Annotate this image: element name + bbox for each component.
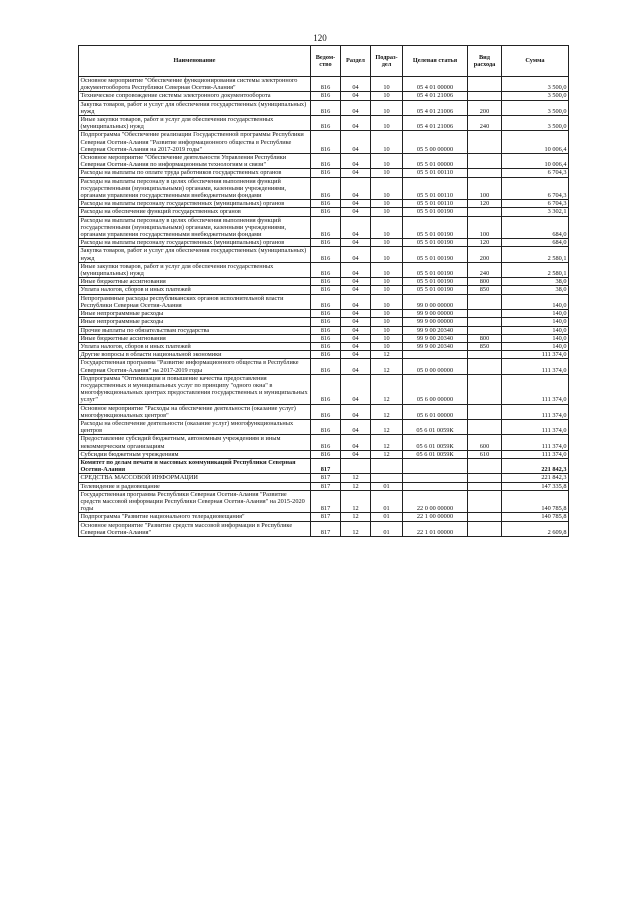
row-razdel: 04 [341, 318, 371, 326]
page-number: 120 [313, 33, 327, 43]
row-csr [403, 458, 468, 473]
table-row [79, 482, 569, 490]
row-csr: 99 9 00 20340 [403, 334, 468, 342]
row-vr [468, 359, 502, 374]
row-sum: 3 302,1 [502, 208, 569, 216]
row-sum: 3 500,0 [502, 116, 569, 131]
row-podrazdel: 01 [371, 482, 403, 490]
row-csr [403, 474, 468, 482]
row-csr: 05 5 00 00000 [403, 131, 468, 154]
row-name: СРЕДСТВА МАССОВОЙ ИНФОРМАЦИИ [79, 474, 311, 482]
row-name: Иные закупки товаров, работ и услуг для обеспечения государственных (муниципальных) нужд [79, 262, 311, 277]
row-podrazdel: 10 [371, 100, 403, 115]
header-sum: Сумма [502, 46, 569, 77]
row-sum: 38,0 [502, 286, 569, 294]
row-vr [468, 169, 502, 177]
row-sum: 111 374,0 [502, 450, 569, 458]
row-vr [468, 92, 502, 100]
table-row [79, 450, 569, 458]
table-row [79, 334, 569, 342]
row-razdel [341, 458, 371, 473]
row-podrazdel: 10 [371, 286, 403, 294]
row-vedom: 816 [311, 216, 341, 239]
row-name: Иные непрограммные расходы [79, 310, 311, 318]
row-name: Основное мероприятие "Расходы на обеспечение деятельности (оказание услуг) многофункциональных центров" [79, 404, 311, 419]
row-podrazdel: 10 [371, 326, 403, 334]
row-name: Расходы на выплаты персоналу государственных (муниципальных) органов [79, 239, 311, 247]
table-row [79, 342, 569, 350]
table-row [79, 490, 569, 513]
table-row [79, 474, 569, 482]
header-vr: Вид расхода [468, 46, 502, 77]
row-name: Подпрограмма "Развитие национального телерадиовещания" [79, 513, 311, 521]
row-name: Расходы на выплаты персоналу в целях обеспечения выполнения функций государственными (муниципальными) органами, казенными учреждениями, органами управления государственными внебюджетными фондами [79, 216, 311, 239]
row-name: Иные бюджетные ассигнования [79, 334, 311, 342]
table-row [79, 419, 569, 434]
row-razdel: 04 [341, 404, 371, 419]
row-name: Подпрограмма "Оптимизация и повышение качества предоставления государственных и муниципальных услуг по принципу "одного окна" в многофункциональных центрах предоставления государственных и муниципальных услуг" [79, 374, 311, 404]
row-podrazdel: 12 [371, 435, 403, 450]
row-razdel: 04 [341, 450, 371, 458]
row-csr: 05 6 01 0059К [403, 450, 468, 458]
row-name: Иные непрограммные расходы [79, 318, 311, 326]
table-row [79, 351, 569, 359]
row-csr: 22 1 01 00000 [403, 521, 468, 536]
row-razdel: 04 [341, 169, 371, 177]
row-vedom: 816 [311, 177, 341, 200]
row-vr [468, 154, 502, 169]
row-vedom: 816 [311, 239, 341, 247]
row-sum: 221 842,3 [502, 458, 569, 473]
row-sum: 3 500,0 [502, 100, 569, 115]
row-sum: 6 704,3 [502, 177, 569, 200]
row-razdel: 04 [341, 435, 371, 450]
row-csr: 22 1 00 00000 [403, 513, 468, 521]
table-row [79, 116, 569, 131]
row-name: Иные бюджетные ассигнования [79, 278, 311, 286]
table-row [79, 208, 569, 216]
row-csr: 05 5 01 00000 [403, 154, 468, 169]
row-name: Государственная программа Республики Северная Осетия-Алания "Развитие средств массовой информации Республики Северная Осетия-Алания" на 2015-2020 годы [79, 490, 311, 513]
table-row [79, 359, 569, 374]
row-vr: 240 [468, 262, 502, 277]
row-razdel: 12 [341, 513, 371, 521]
row-vedom: 816 [311, 262, 341, 277]
row-razdel: 04 [341, 294, 371, 309]
row-name: Расходы на выплаты персоналу государственных (муниципальных) органов [79, 200, 311, 208]
row-podrazdel: 12 [371, 374, 403, 404]
row-vr: 200 [468, 100, 502, 115]
row-sum: 111 374,0 [502, 419, 569, 434]
row-vedom: 816 [311, 286, 341, 294]
row-vedom: 816 [311, 92, 341, 100]
row-vr [468, 77, 502, 92]
row-csr: 05 5 01 00190 [403, 278, 468, 286]
row-name: Расходы на обеспечение деятельности (оказание услуг) многофункциональных центров [79, 419, 311, 434]
row-vedom: 816 [311, 326, 341, 334]
row-podrazdel: 10 [371, 116, 403, 131]
row-vedom: 817 [311, 490, 341, 513]
row-csr: 05 6 01 0059К [403, 435, 468, 450]
row-razdel: 04 [341, 326, 371, 334]
row-podrazdel: 10 [371, 318, 403, 326]
row-sum: 3 500,0 [502, 77, 569, 92]
row-vedom: 816 [311, 116, 341, 131]
row-podrazdel: 10 [371, 247, 403, 262]
row-name: Уплата налогов, сборов и иных платежей [79, 342, 311, 350]
table-row [79, 239, 569, 247]
row-csr: 99 9 00 00000 [403, 310, 468, 318]
row-name: Субсидии бюджетным учреждениям [79, 450, 311, 458]
row-vr: 850 [468, 286, 502, 294]
row-razdel: 04 [341, 77, 371, 92]
table-row [79, 262, 569, 277]
row-name: Государственная программа "Развитие информационного общества в Республике Северная Осетия-Алания" на 2017-2019 годы [79, 359, 311, 374]
row-vr [468, 419, 502, 434]
row-razdel: 04 [341, 116, 371, 131]
row-vr: 800 [468, 334, 502, 342]
row-podrazdel: 10 [371, 77, 403, 92]
row-vedom: 817 [311, 482, 341, 490]
row-sum: 140,0 [502, 310, 569, 318]
row-vr [468, 131, 502, 154]
row-vedom: 816 [311, 131, 341, 154]
table-row [79, 294, 569, 309]
row-vr: 600 [468, 435, 502, 450]
row-razdel: 04 [341, 342, 371, 350]
table-row [79, 326, 569, 334]
row-sum: 140,0 [502, 334, 569, 342]
row-sum: 221 842,3 [502, 474, 569, 482]
table-row [79, 278, 569, 286]
row-razdel: 04 [341, 131, 371, 154]
row-vedom: 816 [311, 374, 341, 404]
row-podrazdel: 12 [371, 351, 403, 359]
row-podrazdel: 10 [371, 216, 403, 239]
row-vedom: 816 [311, 435, 341, 450]
row-vr: 850 [468, 342, 502, 350]
row-podrazdel: 10 [371, 92, 403, 100]
row-vedom: 816 [311, 77, 341, 92]
header-vedom: Ведом-ство [311, 46, 341, 77]
row-vr [468, 482, 502, 490]
row-razdel: 04 [341, 92, 371, 100]
row-podrazdel: 10 [371, 154, 403, 169]
row-sum: 684,0 [502, 239, 569, 247]
row-vr: 120 [468, 239, 502, 247]
row-podrazdel: 12 [371, 404, 403, 419]
row-sum: 140,0 [502, 294, 569, 309]
row-name: Техническое сопровождение системы электронного документооборота [79, 92, 311, 100]
row-podrazdel [371, 458, 403, 473]
row-razdel: 04 [341, 334, 371, 342]
row-podrazdel: 10 [371, 200, 403, 208]
row-podrazdel: 12 [371, 419, 403, 434]
table-row [79, 458, 569, 473]
table-row [79, 131, 569, 154]
row-podrazdel: 12 [371, 450, 403, 458]
row-sum: 111 374,0 [502, 404, 569, 419]
table-row [79, 169, 569, 177]
row-vedom: 816 [311, 318, 341, 326]
row-name: Закупка товаров, работ и услуг для обеспечения государственных (муниципальных) нужд [79, 247, 311, 262]
row-csr: 05 0 00 00000 [403, 359, 468, 374]
row-vr: 100 [468, 177, 502, 200]
row-sum: 2 580,1 [502, 247, 569, 262]
row-sum: 140,0 [502, 318, 569, 326]
row-sum: 140 785,8 [502, 513, 569, 521]
row-podrazdel: 10 [371, 278, 403, 286]
row-razdel: 04 [341, 208, 371, 216]
row-vedom: 816 [311, 247, 341, 262]
row-name: Предоставление субсидий бюджетным, автономным учреждениям и иным некоммерческим организациям [79, 435, 311, 450]
row-podrazdel: 10 [371, 177, 403, 200]
row-name: Другие вопросы в области национальной экономики [79, 351, 311, 359]
row-vedom: 816 [311, 100, 341, 115]
budget-table [78, 45, 569, 537]
row-podrazdel: 10 [371, 294, 403, 309]
row-podrazdel: 10 [371, 342, 403, 350]
row-vedom: 816 [311, 278, 341, 286]
row-vr [468, 474, 502, 482]
row-vr [468, 326, 502, 334]
row-vr [468, 310, 502, 318]
row-sum: 684,0 [502, 216, 569, 239]
row-vr [468, 513, 502, 521]
row-razdel: 04 [341, 100, 371, 115]
row-sum: 3 500,0 [502, 92, 569, 100]
row-vedom: 817 [311, 513, 341, 521]
row-razdel: 04 [341, 359, 371, 374]
row-csr: 99 9 00 00000 [403, 318, 468, 326]
row-razdel: 04 [341, 374, 371, 404]
row-name: Расходы на выплаты персоналу в целях обеспечения выполнения функций государственными (муниципальными) органами, казенными учреждениями, органами управления государственными внебюджетными фондами [79, 177, 311, 200]
row-razdel: 04 [341, 177, 371, 200]
row-sum: 2 580,1 [502, 262, 569, 277]
row-razdel: 04 [341, 278, 371, 286]
row-name: Иные закупки товаров, работ и услуг для обеспечения государственных (муниципальных) нужд [79, 116, 311, 131]
row-vr [468, 294, 502, 309]
row-vr: 120 [468, 200, 502, 208]
row-name: Расходы на обеспечение функций государственных органов [79, 208, 311, 216]
row-sum: 6 704,3 [502, 169, 569, 177]
row-podrazdel: 10 [371, 262, 403, 277]
row-vr: 800 [468, 278, 502, 286]
row-name: Подпрограмма "Обеспечение реализации Государственной программы Республики Северная Осетия-Алания "Развитие информационного общества в Республике Северная Осетия-Алания на 2017-2019 годы" [79, 131, 311, 154]
row-name: Непрограммные расходы республиканских органов исполнительной власти Республики Северная Осетия-Алания [79, 294, 311, 309]
table-row [79, 100, 569, 115]
row-podrazdel: 10 [371, 334, 403, 342]
row-vedom: 816 [311, 169, 341, 177]
row-vedom: 816 [311, 154, 341, 169]
row-csr: 05 5 01 00110 [403, 200, 468, 208]
row-podrazdel: 10 [371, 169, 403, 177]
row-csr: 99 9 00 20340 [403, 342, 468, 350]
table-row [79, 318, 569, 326]
row-csr: 99 9 00 20340 [403, 326, 468, 334]
row-sum: 10 006,4 [502, 131, 569, 154]
row-sum: 111 374,0 [502, 374, 569, 404]
row-vedom: 816 [311, 334, 341, 342]
row-podrazdel: 10 [371, 131, 403, 154]
header-csr: Целевая статья [403, 46, 468, 77]
row-podrazdel: 01 [371, 521, 403, 536]
row-podrazdel: 12 [371, 359, 403, 374]
row-csr [403, 351, 468, 359]
row-vr [468, 351, 502, 359]
row-vr [468, 490, 502, 513]
row-vedom: 816 [311, 419, 341, 434]
row-razdel: 12 [341, 482, 371, 490]
row-sum: 140,0 [502, 342, 569, 350]
row-csr: 99 0 00 00000 [403, 294, 468, 309]
table-row [79, 404, 569, 419]
row-vedom: 817 [311, 474, 341, 482]
table-row [79, 286, 569, 294]
table-row [79, 177, 569, 200]
row-name: Закупка товаров, работ и услуг для обеспечения государственных (муниципальных) нужд [79, 100, 311, 115]
table-header-row [79, 46, 569, 77]
row-sum: 140,0 [502, 326, 569, 334]
row-vr [468, 374, 502, 404]
row-vr: 100 [468, 216, 502, 239]
row-podrazdel: 01 [371, 513, 403, 521]
row-razdel: 12 [341, 490, 371, 513]
row-name: Расходы на выплаты по оплате труда работников государственных органов [79, 169, 311, 177]
row-sum: 111 374,0 [502, 435, 569, 450]
row-razdel: 04 [341, 200, 371, 208]
row-razdel: 12 [341, 474, 371, 482]
row-csr: 05 5 01 00110 [403, 169, 468, 177]
row-vedom: 816 [311, 200, 341, 208]
table-row [79, 521, 569, 536]
row-vedom: 817 [311, 521, 341, 536]
row-sum: 111 374,0 [502, 359, 569, 374]
row-razdel: 04 [341, 351, 371, 359]
table-row [79, 310, 569, 318]
row-name: Комитет по делам печати и массовых коммуникаций Республики Северная Осетия-Алания [79, 458, 311, 473]
row-vr [468, 458, 502, 473]
row-podrazdel: 10 [371, 239, 403, 247]
row-podrazdel: 01 [371, 490, 403, 513]
row-name: Основное мероприятие "Обеспечение функционирования системы электронного документооборота Республики Северная Осетия-Алания" [79, 77, 311, 92]
row-vr [468, 318, 502, 326]
row-name: Телевидение и радиовещание [79, 482, 311, 490]
row-razdel: 04 [341, 247, 371, 262]
row-razdel: 04 [341, 239, 371, 247]
header-razdel: Раздел [341, 46, 371, 77]
row-csr: 05 6 01 00000 [403, 404, 468, 419]
table-row [79, 216, 569, 239]
row-sum: 2 609,8 [502, 521, 569, 536]
row-csr: 05 5 01 00190 [403, 239, 468, 247]
row-vr [468, 208, 502, 216]
row-sum: 10 006,4 [502, 154, 569, 169]
row-csr: 05 4 01 21006 [403, 92, 468, 100]
row-vr: 200 [468, 247, 502, 262]
row-vedom: 816 [311, 404, 341, 419]
table-row [79, 92, 569, 100]
row-csr: 05 4 01 00000 [403, 77, 468, 92]
row-csr: 05 5 01 00190 [403, 286, 468, 294]
row-csr: 05 5 01 00110 [403, 177, 468, 200]
row-vedom: 816 [311, 359, 341, 374]
row-csr: 22 0 00 00000 [403, 490, 468, 513]
row-podrazdel: 10 [371, 310, 403, 318]
row-csr: 05 5 01 00190 [403, 216, 468, 239]
header-name: Наименование [79, 46, 311, 77]
row-razdel: 04 [341, 286, 371, 294]
row-name: Прочие выплаты по обязательствам государства [79, 326, 311, 334]
row-csr: 05 6 01 0059К [403, 419, 468, 434]
row-razdel: 04 [341, 419, 371, 434]
row-csr: 05 4 01 21006 [403, 100, 468, 115]
header-podrazdel: Подраз-дел [371, 46, 403, 77]
table-row [79, 435, 569, 450]
row-vedom: 816 [311, 342, 341, 350]
table-row [79, 77, 569, 92]
row-sum: 147 335,8 [502, 482, 569, 490]
row-vedom: 816 [311, 208, 341, 216]
table-row [79, 513, 569, 521]
row-csr: 05 5 01 00190 [403, 247, 468, 262]
row-vr [468, 521, 502, 536]
row-podrazdel: 10 [371, 208, 403, 216]
table-body [79, 77, 569, 537]
row-name: Основное мероприятие "Обеспечение деятельности Управления Республики Северная Осетия-Алания по информационным технологиям и связи" [79, 154, 311, 169]
row-sum: 140 785,8 [502, 490, 569, 513]
row-vedom: 816 [311, 294, 341, 309]
row-csr [403, 482, 468, 490]
row-vedom: 816 [311, 351, 341, 359]
row-razdel: 04 [341, 262, 371, 277]
table-row [79, 247, 569, 262]
row-vr: 610 [468, 450, 502, 458]
row-razdel: 12 [341, 521, 371, 536]
row-name: Уплата налогов, сборов и иных платежей [79, 286, 311, 294]
row-csr: 05 6 00 00000 [403, 374, 468, 404]
row-csr: 05 5 01 00190 [403, 208, 468, 216]
row-sum: 38,0 [502, 278, 569, 286]
row-razdel: 04 [341, 216, 371, 239]
row-sum: 111 374,0 [502, 351, 569, 359]
row-razdel: 04 [341, 310, 371, 318]
row-razdel: 04 [341, 154, 371, 169]
table-row [79, 200, 569, 208]
table-row [79, 374, 569, 404]
row-csr: 05 5 01 00190 [403, 262, 468, 277]
row-sum: 6 704,3 [502, 200, 569, 208]
row-vedom: 816 [311, 450, 341, 458]
table-row [79, 154, 569, 169]
row-vedom: 816 [311, 310, 341, 318]
row-vedom: 817 [311, 458, 341, 473]
row-csr: 05 4 01 21006 [403, 116, 468, 131]
row-vr: 240 [468, 116, 502, 131]
row-name: Основное мероприятие "Развитие средств массовой информации в Республике Северная Осетия-Алания" [79, 521, 311, 536]
row-vr [468, 404, 502, 419]
row-podrazdel [371, 474, 403, 482]
